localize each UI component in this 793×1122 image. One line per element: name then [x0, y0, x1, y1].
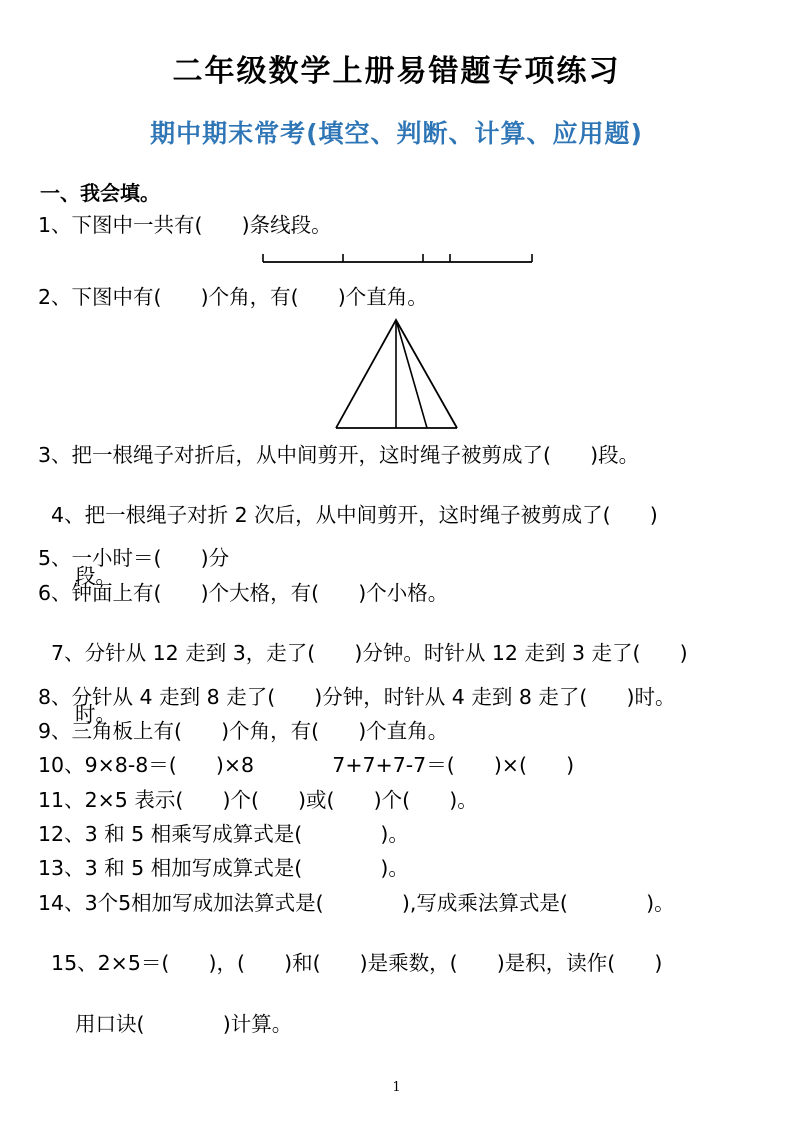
page-number: 1 — [392, 1080, 401, 1095]
question-10: 10、9×8-8＝( )×8 7+7+7-7＝( )×( ) — [38, 753, 575, 777]
question-11: 11、2×5 表示( )个( )或( )个( )。 — [38, 788, 478, 812]
question-2: 2、下图中有( )个角，有( )个直角。 — [38, 285, 428, 309]
line-segment-figure — [255, 246, 540, 268]
question-15-line-2: 用口诀( )计算。 — [75, 1012, 293, 1036]
question-15 — [38, 924, 662, 1063]
question-4-line-1: 4、把一根绳子对折 2 次后，从中间剪开，这时绳子被剪成了( ) — [51, 503, 658, 527]
question-7-line-2: 时。 — [75, 702, 116, 726]
worksheet-title: 二年级数学上册易错题专项练习 — [172, 54, 621, 89]
worksheet-subtitle: 期中期末常考(填空、判断、计算、应用题) — [150, 119, 643, 148]
section-heading: 一、我会填。 — [40, 181, 160, 205]
question-4-line-2: 段。 — [75, 564, 116, 588]
question-1: 1、下图中一共有( )条线段。 — [38, 213, 332, 237]
angle-triangle-figure — [330, 314, 465, 434]
slanted-ray — [396, 320, 427, 428]
question-3: 3、把一根绳子对折后，从中间剪开，这时绳子被剪成了( )段。 — [38, 443, 640, 467]
question-12: 12、3 和 5 相乘写成算式是( )。 — [38, 822, 409, 846]
question-13: 13、3 和 5 相加写成算式是( )。 — [38, 856, 409, 880]
question-6: 6、钟面上有( )个大格，有( )个小格。 — [38, 581, 449, 605]
question-15-line-1: 15、2×5＝( )，( )和( )是乘数，( )是积，读作( ) — [51, 951, 663, 975]
question-8: 8、分针从 4 走到 8 走了( )分钟，时针从 4 走到 8 走了( )时。 — [38, 685, 676, 709]
question-7-line-1: 7、分针从 12 走到 3，走了( )分钟。时针从 12 走到 3 走了( ) — [51, 641, 688, 665]
question-14: 14、3个5相加写成加法算式是( ),写成乘法算式是( )。 — [38, 891, 675, 915]
question-5: 5、一小时＝( )分 — [38, 546, 230, 570]
question-9: 9、三角板上有( )个角，有( )个直角。 — [38, 719, 449, 743]
